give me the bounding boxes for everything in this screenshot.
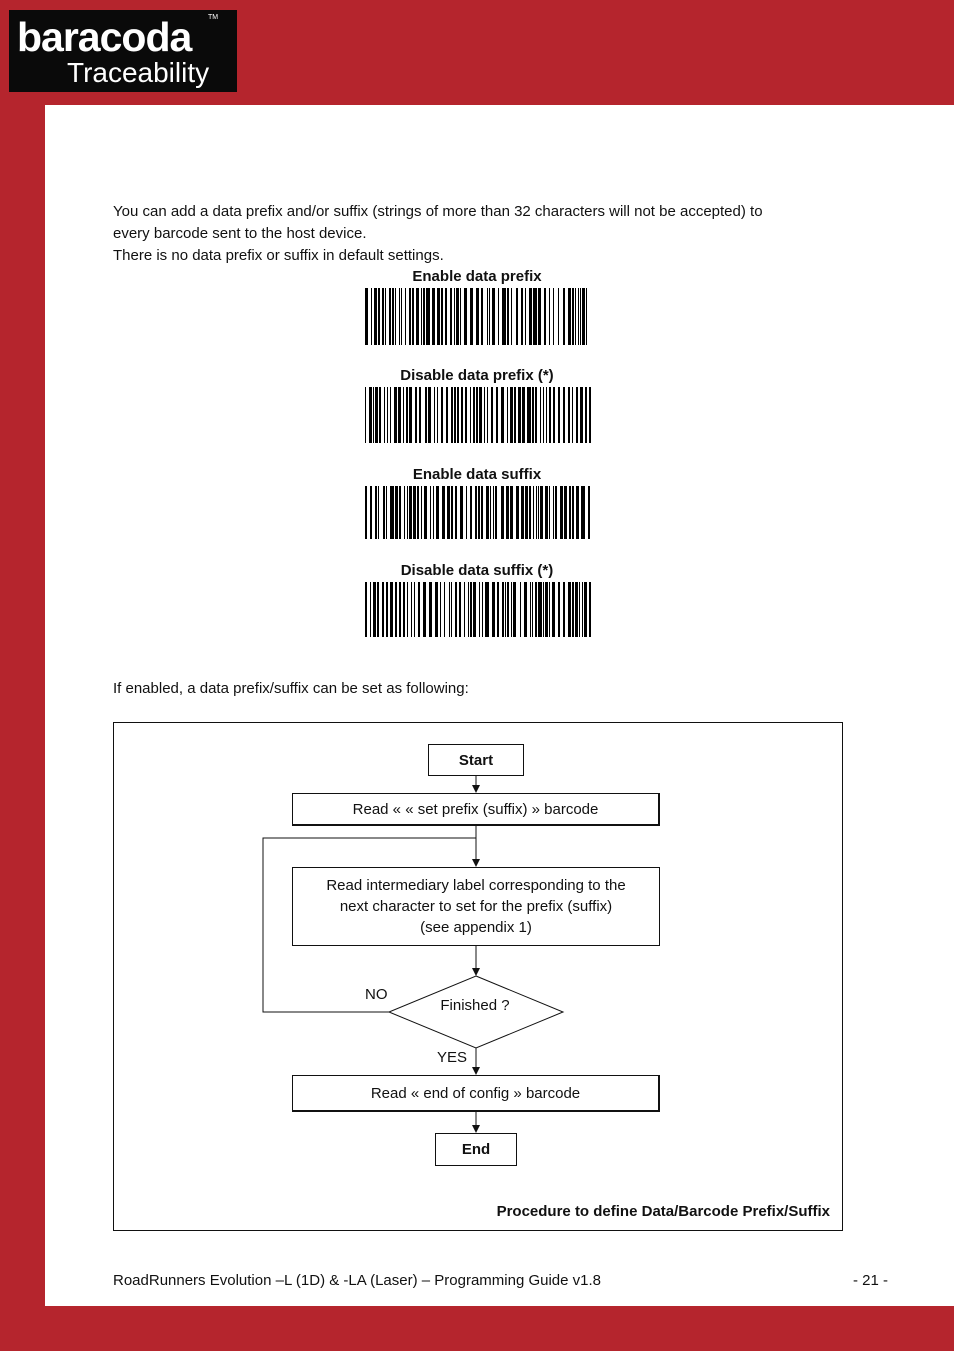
flow-intermediary-line-3: (see appendix 1) <box>420 919 532 936</box>
flow-intermediary-line-2: next character to set for the prefix (suffix) <box>339 898 613 915</box>
flow-read-end-node: Read « end of config » barcode <box>292 1075 660 1112</box>
logo-brand-text: baracoda <box>17 14 192 60</box>
flow-read-prefix-node: Read « « set prefix (suffix) » barcode <box>292 793 660 826</box>
intro-line-3: There is no data prefix or suffix in default settings. <box>113 247 444 264</box>
flowchart-caption: Procedure to define Data/Barcode Prefix/Suffix <box>496 1203 830 1220</box>
logo-subtitle: Traceability <box>67 57 210 88</box>
barcode-label-disable-prefix: Disable data prefix (*) <box>400 367 554 384</box>
flow-no-label: NO <box>365 986 388 1003</box>
flow-decision-text: Finished ? <box>440 997 510 1014</box>
flow-read-intermediary-node <box>292 867 660 946</box>
flow-intro: If enabled, a data prefix/suffix can be set as following: <box>113 680 469 697</box>
flow-start-node: Start <box>428 744 524 776</box>
flow-intermediary-line-1: Read intermediary label corresponding to the <box>326 877 626 894</box>
barcode-label-enable-suffix: Enable data suffix <box>412 466 542 483</box>
intro-line-1: You can add a data prefix and/or suffix (strings of more than 32 characters will not be accepted) to <box>113 203 763 220</box>
flow-end-node: End <box>435 1133 517 1166</box>
barcode-label-disable-suffix: Disable data suffix (*) <box>400 562 554 579</box>
footer-page-number: - 21 - <box>852 1272 888 1289</box>
logo-trademark: TM <box>208 14 219 21</box>
flow-yes-label: YES <box>437 1049 468 1066</box>
footer-title: RoadRunners Evolution –L (1D) & -LA (Laser) – Programming Guide v1.8 <box>113 1272 602 1289</box>
barcode-label-enable-prefix: Enable data prefix <box>412 268 542 285</box>
intro-line-2: every barcode sent to the host device. <box>113 225 367 242</box>
